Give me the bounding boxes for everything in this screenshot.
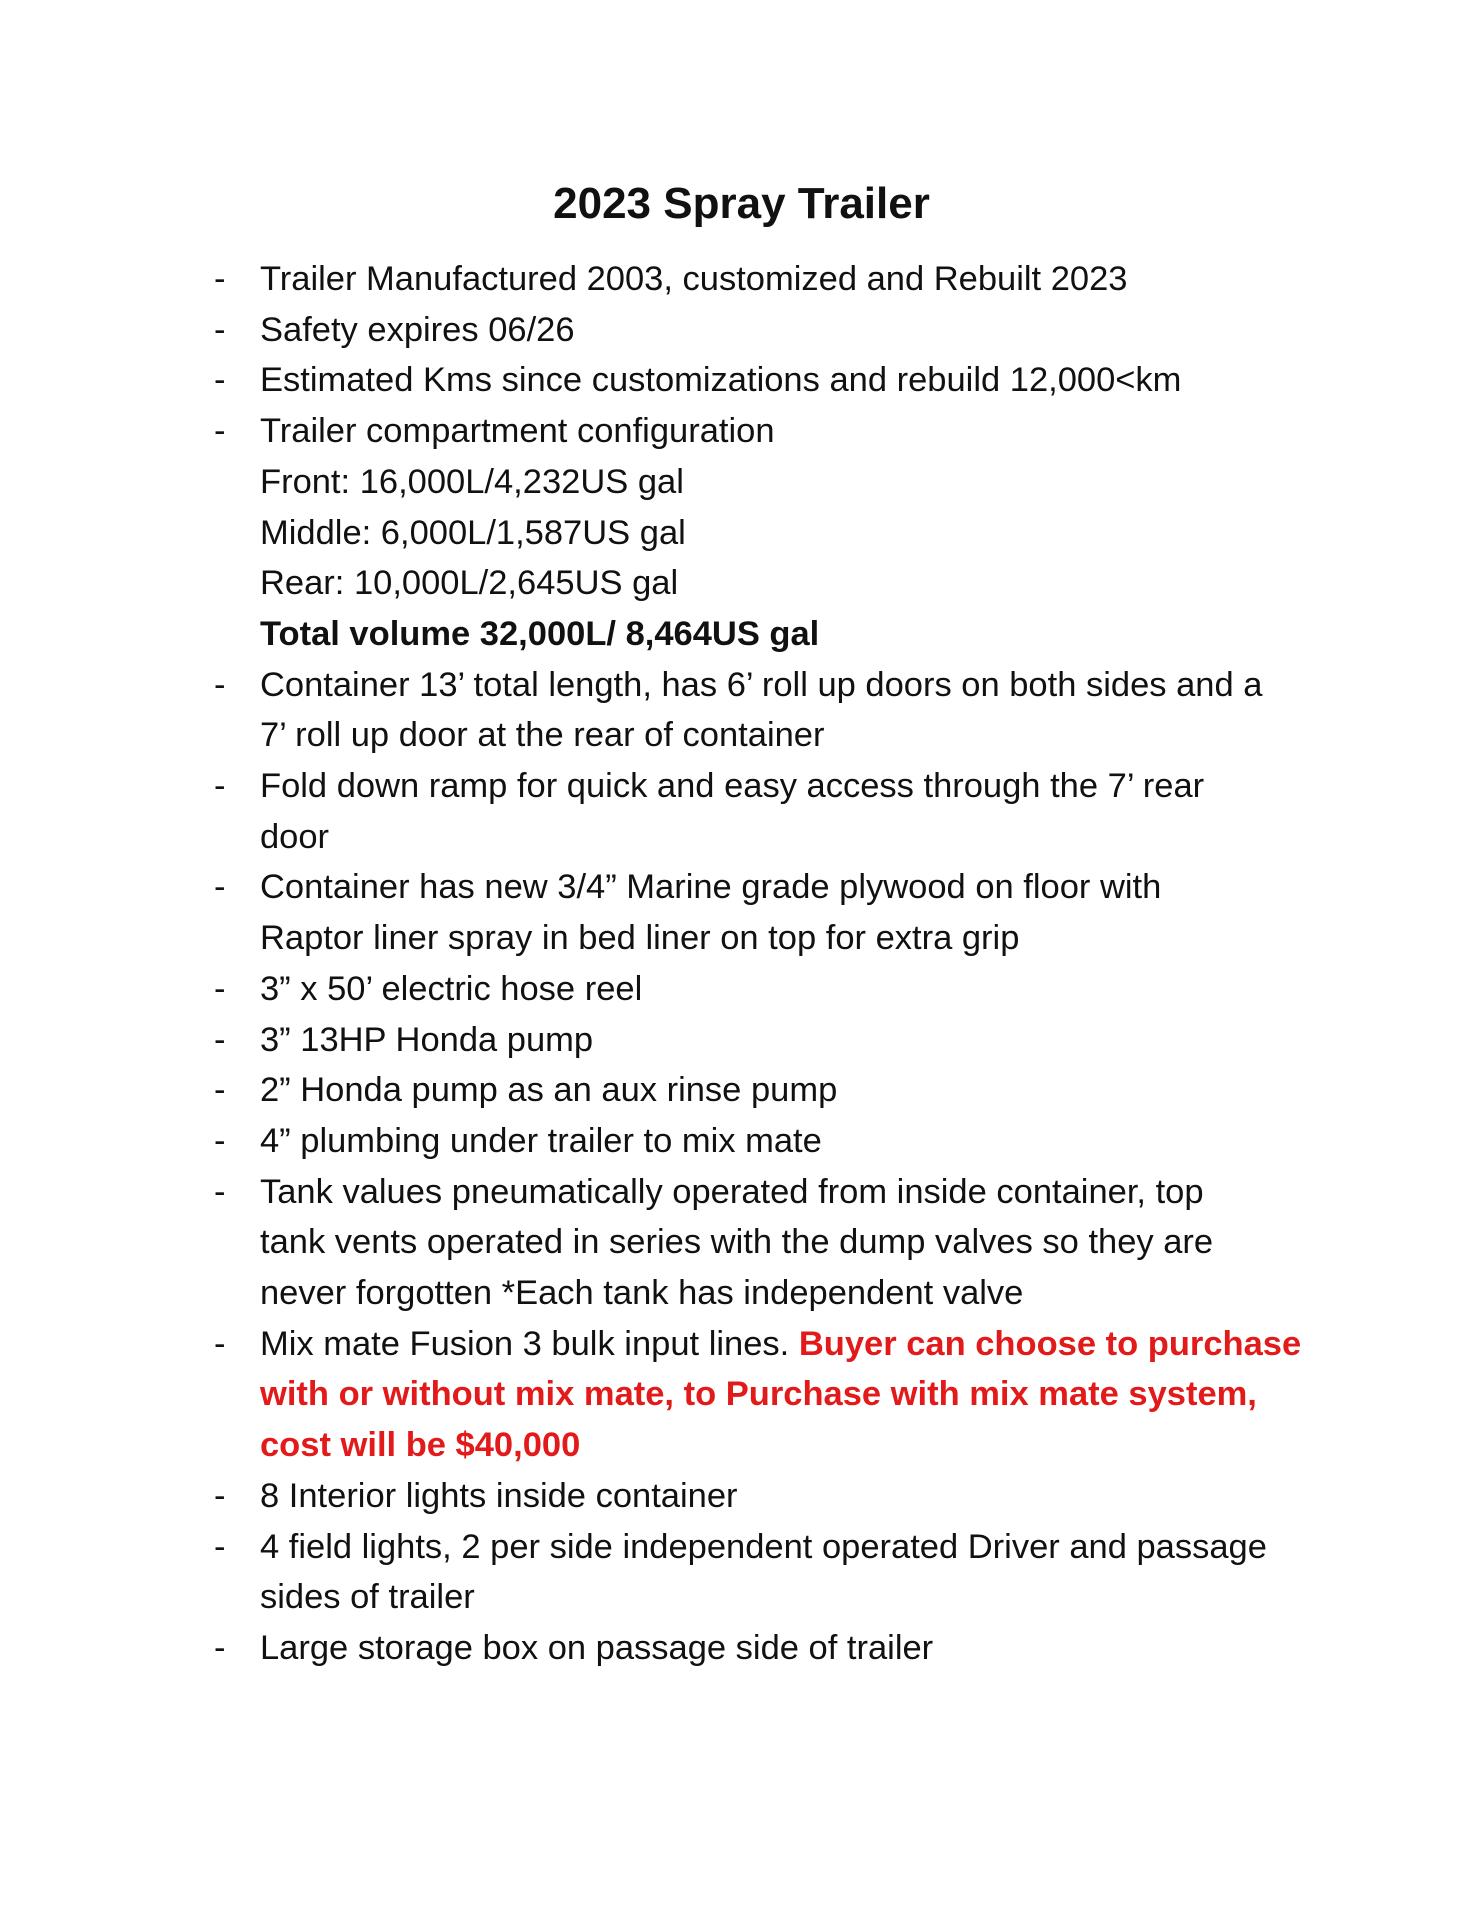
bullet-dash: - xyxy=(214,1172,226,1211)
item-text: Trailer compartment configuration xyxy=(260,412,775,451)
list-item xyxy=(214,862,1314,963)
item-text: 4” plumbing under trailer to mix mate xyxy=(260,1121,822,1160)
bullet-dash: - xyxy=(214,1020,226,1059)
item-text: Container has new 3/4” Marine grade plywood on floor with xyxy=(260,868,1162,907)
compartment-middle: Middle: 6,000L/1,587US gal xyxy=(260,513,686,552)
item-text: Container 13’ total length, has 6’ roll up doors on both sides and a xyxy=(260,665,1263,704)
mix-mate-note: Buyer can choose to purchase xyxy=(798,1324,1302,1363)
compartment-front: Front: 16,000L/4,232US gal xyxy=(260,462,684,501)
list-item xyxy=(214,1522,1314,1623)
item-text: 7’ roll up door at the rear of container xyxy=(260,716,825,755)
list-item xyxy=(214,660,1314,761)
item-text: 3” 13HP Honda pump xyxy=(260,1020,594,1059)
item-text: Mix mate Fusion 3 bulk input lines. xyxy=(260,1324,799,1363)
item-text: Large storage box on passage side of trailer xyxy=(260,1628,934,1667)
item-text: Raptor liner spray in bed liner on top for extra grip xyxy=(260,919,1020,958)
bullet-dash: - xyxy=(214,665,226,704)
item-text: tank vents operated in series with the dump valves so they are xyxy=(260,1223,1214,1262)
item-text: 3” x 50’ electric hose reel xyxy=(260,969,643,1008)
mix-mate-line-1 xyxy=(260,1319,1314,1370)
list-item-mix-mate xyxy=(214,1319,1314,1471)
bullet-dash: - xyxy=(214,1324,226,1363)
list-item xyxy=(214,1116,1314,1167)
mix-mate-note: with or without mix mate, to Purchase with mix mate system, xyxy=(260,1375,1257,1414)
list-item xyxy=(214,761,1314,862)
list-item xyxy=(214,355,1314,406)
bullet-dash: - xyxy=(214,1628,226,1667)
item-text: never forgotten *Each tank has independent valve xyxy=(260,1274,1024,1313)
bullet-dash: - xyxy=(214,310,226,349)
list-item xyxy=(214,1623,1314,1674)
item-text: Estimated Kms since customizations and rebuild 12,000<km xyxy=(260,361,1182,400)
item-text: Safety expires 06/26 xyxy=(260,310,575,349)
list-item xyxy=(214,1167,1314,1319)
bullet-dash: - xyxy=(214,1121,226,1160)
feature-list xyxy=(214,254,1314,1674)
list-item xyxy=(214,1065,1314,1116)
bullet-dash: - xyxy=(214,412,226,451)
item-text: sides of trailer xyxy=(260,1578,475,1617)
list-item-compartments xyxy=(214,406,1314,660)
item-text: 2” Honda pump as an aux rinse pump xyxy=(260,1071,838,1110)
item-text: 8 Interior lights inside container xyxy=(260,1476,738,1515)
item-text: door xyxy=(260,817,330,856)
item-text: Tank values pneumatically operated from inside container, top xyxy=(260,1172,1204,1211)
document-title: 2023 Spray Trailer xyxy=(553,179,930,228)
bullet-dash: - xyxy=(214,361,226,400)
item-text: Fold down ramp for quick and easy access through the 7’ rear xyxy=(260,767,1205,806)
list-item xyxy=(214,1471,1314,1522)
mix-mate-note: cost will be $40,000 xyxy=(260,1426,581,1465)
item-text: 4 field lights, 2 per side independent operated Driver and passage xyxy=(260,1527,1267,1566)
bullet-dash: - xyxy=(214,1476,226,1515)
bullet-dash: - xyxy=(214,260,226,298)
list-item xyxy=(214,254,1314,305)
bullet-dash: - xyxy=(214,767,226,806)
bullet-dash: - xyxy=(214,868,226,907)
compartment-total: Total volume 32,000L/ 8,464US gal xyxy=(260,614,820,653)
bullet-dash: - xyxy=(214,969,226,1008)
list-item xyxy=(214,305,1314,356)
item-text: Trailer Manufactured 2003, customized and Rebuilt 2023 xyxy=(260,260,1128,298)
bullet-dash: - xyxy=(214,1071,226,1110)
list-item xyxy=(214,1015,1314,1066)
bullet-dash: - xyxy=(214,1527,226,1566)
compartment-rear: Rear: 10,000L/2,645US gal xyxy=(260,564,679,603)
list-item xyxy=(214,964,1314,1015)
